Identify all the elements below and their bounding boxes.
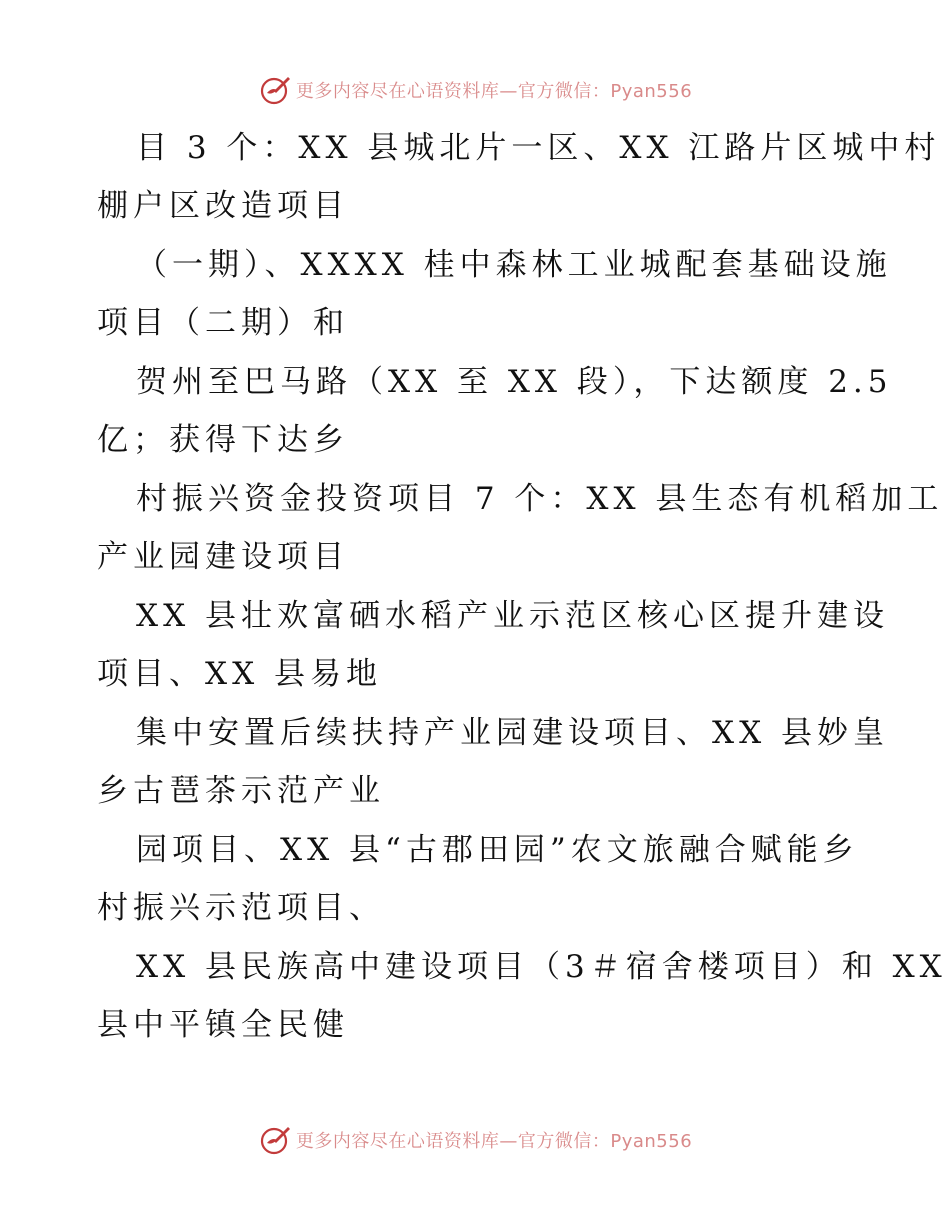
text-line: （一期）、XXXX 桂中森林工业城配套基础设施 bbox=[136, 247, 892, 283]
text-line: 产业园建设项目 bbox=[97, 539, 349, 575]
footer-watermark bbox=[0, 1120, 950, 1160]
text-line: 贺州至巴马路（XX 至 XX 段），下达额度 2.5 bbox=[136, 364, 893, 400]
text-line: 棚户区改造项目 bbox=[97, 188, 349, 224]
watermark-text: 更多内容尽在心语资料库—官方微信：Pyan556 bbox=[295, 1131, 693, 1152]
text-line: 项目、XX 县易地 bbox=[97, 656, 382, 692]
header-watermark bbox=[0, 70, 950, 110]
text-line: 县中平镇全民健 bbox=[97, 1007, 349, 1043]
text-line: 集中安置后续扶持产业园建设项目、XX 县妙皇 bbox=[136, 715, 889, 751]
text-line: 目 3 个：XX 县城北片一区、XX 江路片区城中村 bbox=[136, 130, 941, 166]
text-line: 项目（二期）和 bbox=[97, 305, 349, 341]
watermark-text: 更多内容尽在心语资料库—官方微信：Pyan556 bbox=[295, 81, 693, 102]
text-line: 乡古琶茶示范产业 bbox=[97, 773, 385, 809]
quill-logo-icon bbox=[258, 73, 292, 107]
text-line: 村振兴资金投资项目 7 个：XX 县生态有机稻加工 bbox=[136, 481, 944, 517]
text-line: 村振兴示范项目、 bbox=[97, 890, 385, 926]
quill-logo-icon bbox=[258, 1123, 292, 1157]
text-line: 亿；获得下达乡 bbox=[97, 422, 349, 458]
text-line: 园项目、XX 县“古郡田园”农文旅融合赋能乡 bbox=[136, 832, 859, 868]
text-line: XX 县民族高中建设项目（3＃宿舍楼项目）和 XX bbox=[136, 949, 947, 985]
text-line: XX 县壮欢富硒水稻产业示范区核心区提升建设 bbox=[136, 598, 889, 634]
